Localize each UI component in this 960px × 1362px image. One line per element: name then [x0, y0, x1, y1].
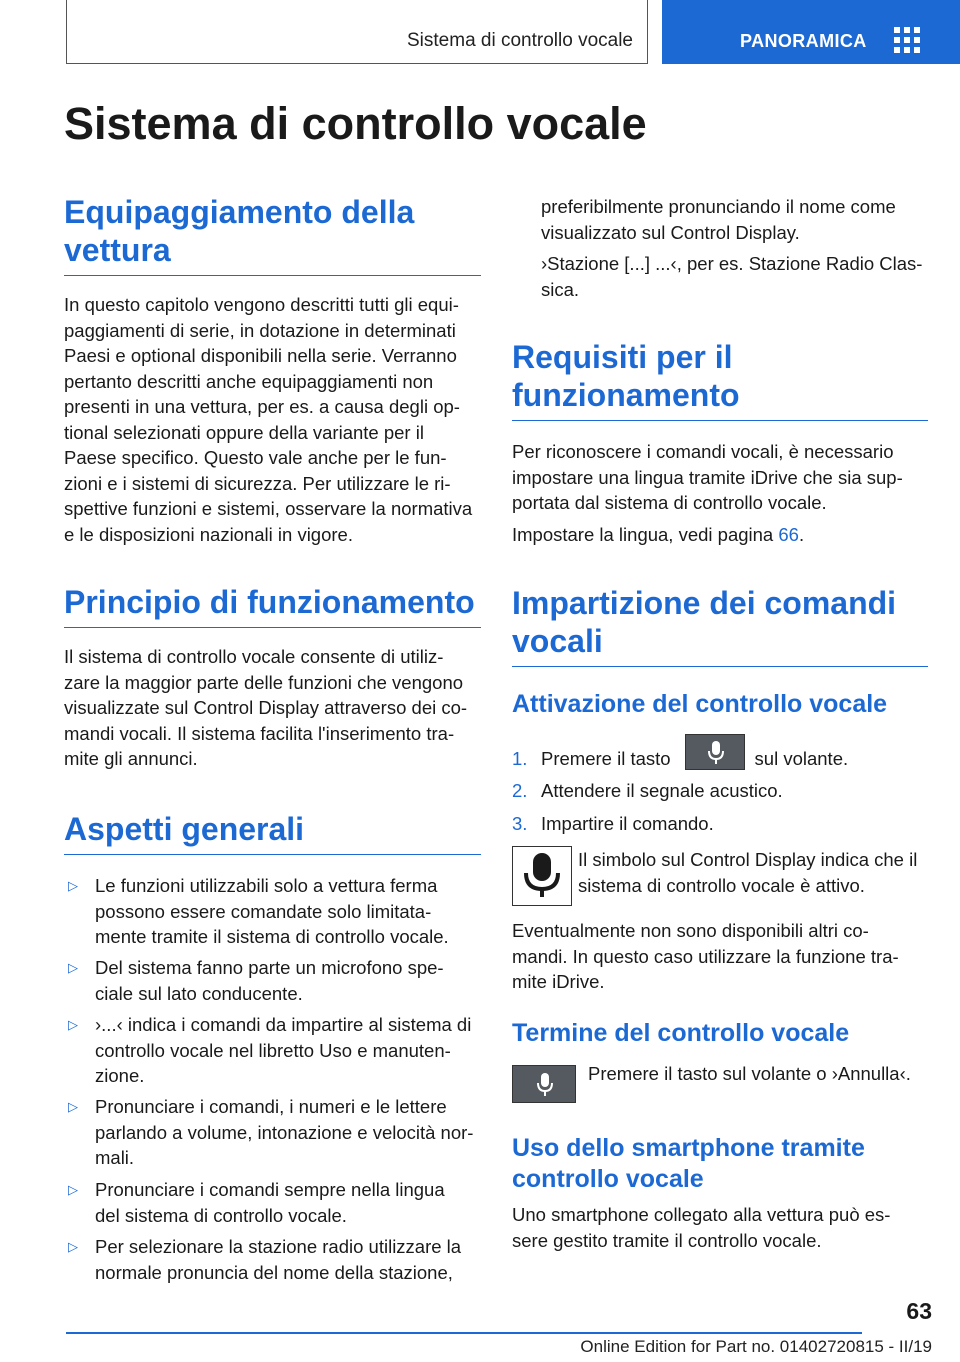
text-line: portata dal sistema di controllo vocale.	[512, 492, 827, 513]
text-line: controllo vocale nel libretto Uso e manuten-	[95, 1039, 451, 1061]
text-span: Premere il tasto	[541, 748, 671, 769]
paragraph-eventualmente	[512, 918, 928, 995]
text-line: Per riconoscere i comandi vocali, è necessario	[512, 441, 894, 462]
text-line: pertanto descritti anche equipaggiamenti non	[64, 370, 434, 392]
text-line: mandi. In questo caso utilizzare la funzione tra-	[512, 945, 899, 967]
text-line: paggiamenti di serie, in dotazione in determinati	[64, 319, 456, 341]
voice-button-image	[512, 1065, 576, 1103]
step-number: 1.	[512, 748, 528, 769]
heading-line: controllo vocale	[512, 1165, 704, 1193]
text-line: Le funzioni utilizzabili solo a vettura ferma	[95, 875, 438, 896]
triangle-bullet-icon: ▷	[68, 1099, 78, 1114]
footer-edition: Online Edition for Part no. 01402720815 - II/19	[580, 1337, 932, 1356]
microphone-icon	[536, 1073, 554, 1097]
text-line: In questo capitolo vengono descritti tutti gli equi-	[64, 294, 459, 315]
text-line: sistema di controllo vocale è attivo.	[578, 874, 865, 896]
heading-termine: Termine del controllo vocale	[512, 1019, 850, 1047]
paragraph-requisiti	[512, 439, 928, 516]
text-line: Del sistema fanno parte un microfono spe-	[95, 957, 444, 978]
text-line: Il simbolo sul Control Display indica che il	[578, 849, 918, 870]
paragraph-symbol-note	[578, 847, 928, 898]
text-span: sul volante.	[754, 748, 849, 769]
paragraph-principio	[64, 644, 481, 772]
text-line: zare la maggior parte delle funzioni che vengono	[64, 671, 464, 693]
paragraph-lingua	[512, 522, 928, 548]
header-tab-label: PANORAMICA	[740, 31, 867, 51]
voice-button-image	[685, 734, 745, 770]
text-line: preferibilmente pronunciando il nome come	[541, 196, 896, 217]
microphone-icon	[522, 853, 562, 899]
text-line: sere gestito tramite il controllo vocale.	[512, 1229, 822, 1251]
text-line: impostare una lingua tramite iDrive che sia sup-	[512, 466, 903, 488]
page-title: Sistema di controllo vocale	[64, 98, 647, 149]
text-line: del sistema di controllo vocale.	[95, 1204, 347, 1226]
text-line: zione.	[95, 1065, 145, 1086]
triangle-bullet-icon: ▷	[68, 1239, 78, 1254]
text-line: normale pronuncia del nome della stazione,	[95, 1261, 453, 1283]
page-link-66[interactable]: 66	[778, 524, 799, 545]
paragraph-example	[541, 251, 928, 302]
text-line: ›Stazione [...] ...‹, per es. Stazione Radio Clas-	[541, 253, 923, 274]
text-line: Uno smartphone collegato alla vettura può es-	[512, 1204, 891, 1225]
page-number: 63	[906, 1298, 932, 1324]
text-line: visualizzate sul Control Display attraverso dei co-	[64, 697, 468, 718]
text-line: tional selezionati oppure della variante per il	[64, 421, 424, 443]
text-line: mali.	[95, 1147, 135, 1168]
paragraph-termine: Premere il tasto sul volante o ›Annulla‹.	[588, 1063, 911, 1084]
text-line: sica.	[541, 278, 580, 300]
step-text: Attendere il segnale acustico.	[541, 780, 783, 801]
heading-smartphone	[512, 1133, 928, 1195]
text-line: e le disposizioni nazionali in vigore.	[64, 523, 353, 545]
header-section-box	[66, 0, 648, 64]
step-number: 2.	[512, 780, 528, 801]
paragraph-equipaggiamento	[64, 292, 481, 547]
text-line: Paese specifico. Questo vale anche per le fun-	[64, 447, 447, 468]
heading-line: Uso dello smartphone tramite	[512, 1134, 865, 1162]
text-line: zioni e i sistemi di sicurezza. Per utilizzare le ri-	[64, 472, 451, 494]
paragraph-continuation	[541, 194, 928, 245]
text-line: Pronunciare i comandi, i numeri e le lettere	[95, 1096, 447, 1117]
header-section-title: Sistema di controllo vocale	[407, 30, 633, 51]
text-line: ›...‹ indica i comandi da impartire al sistema di	[95, 1014, 472, 1035]
text-line: mandi vocali. Il sistema facilita l'inserimento tra-	[64, 722, 455, 744]
heading-equipaggiamento: Equipaggiamento della vettura	[64, 193, 481, 276]
text-line: Il sistema di controllo vocale consente di utiliz-	[64, 646, 444, 667]
control-display-microphone-symbol	[512, 846, 572, 906]
text-line: mente tramite il sistema di controllo vocale.	[95, 926, 449, 947]
microphone-icon	[707, 741, 725, 765]
heading-attivazione: Attivazione del controllo vocale	[512, 690, 888, 718]
step-number: 3.	[512, 813, 528, 834]
text-line: parlando a volume, intonazione e velocità nor-	[95, 1121, 474, 1143]
footer-divider	[66, 1332, 862, 1334]
text-line: Paesi e optional disponibili nella serie. Verranno	[64, 345, 457, 366]
text-span: Impostare la lingua, vedi pagina	[512, 524, 779, 545]
header-tab-panoramica[interactable]	[662, 0, 960, 64]
heading-principio: Principio di funzionamento	[64, 583, 481, 628]
step-text: Impartire il comando.	[541, 813, 714, 834]
triangle-bullet-icon: ▷	[68, 960, 78, 975]
text-line: possono essere comandate solo limitata-	[95, 900, 432, 922]
triangle-bullet-icon: ▷	[68, 878, 78, 893]
text-line: ciale sul lato conducente.	[95, 982, 303, 1004]
text-line: mite iDrive.	[512, 971, 605, 992]
text-line: Per selezionare la stazione radio utilizzare la	[95, 1236, 462, 1257]
triangle-bullet-icon: ▷	[68, 1182, 78, 1197]
heading-aspetti: Aspetti generali	[64, 810, 481, 855]
text-span: .	[798, 524, 805, 545]
text-line: Eventualmente non sono disponibili altri co-	[512, 920, 869, 941]
text-line: spettive funzioni e sistemi, osservare la normativa	[64, 498, 473, 519]
text-line: mite gli annunci.	[64, 748, 198, 769]
text-line: visualizzato sul Control Display.	[541, 221, 800, 243]
grid-icon	[894, 27, 920, 53]
heading-impartizione: Impartizione dei comandi vocali	[512, 584, 928, 667]
text-line: Pronunciare i comandi sempre nella lingua	[95, 1179, 445, 1200]
text-line: presenti in una vettura, per es. a causa degli op-	[64, 396, 460, 417]
triangle-bullet-icon: ▷	[68, 1017, 78, 1032]
paragraph-smartphone	[512, 1202, 928, 1253]
heading-requisiti: Requisiti per il funzionamento	[512, 338, 928, 421]
